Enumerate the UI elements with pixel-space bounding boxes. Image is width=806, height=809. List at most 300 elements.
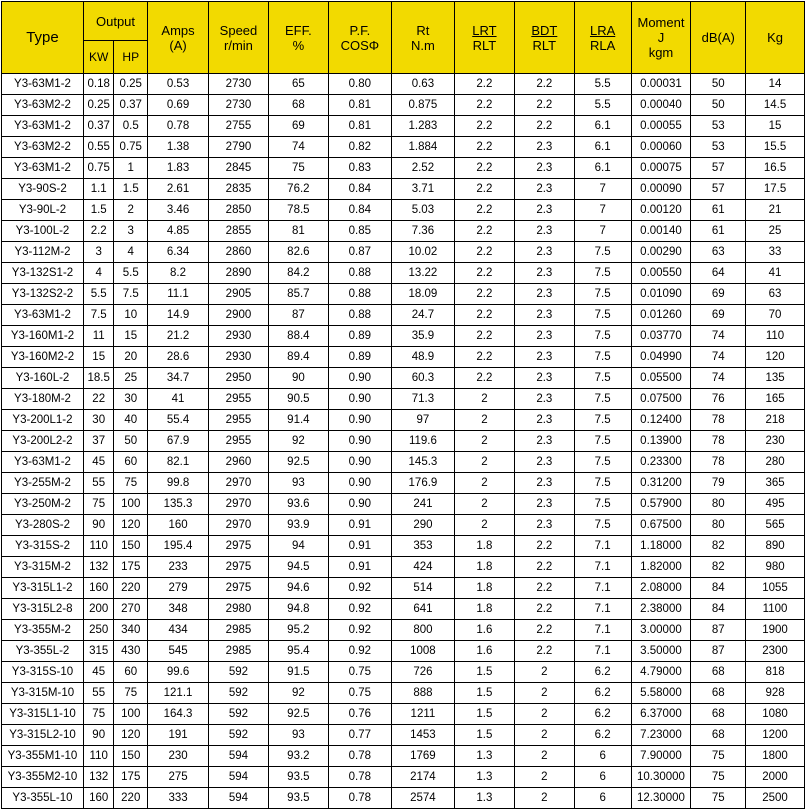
rt-header-line2: N.m bbox=[411, 37, 435, 53]
bdt-ratio-cell: 2.3 bbox=[514, 179, 574, 200]
kg-cell: 17.5 bbox=[746, 179, 805, 200]
type-cell: Y3-90L-2 bbox=[2, 200, 84, 221]
amps-cell: 0.78 bbox=[148, 116, 209, 137]
lra-ratio-cell: 7.5 bbox=[574, 347, 631, 368]
pf-cell: 0.88 bbox=[328, 284, 391, 305]
hp-cell: 340 bbox=[114, 620, 148, 641]
bdt-ratio-cell: 2 bbox=[514, 788, 574, 809]
table-row bbox=[2, 431, 805, 452]
eff-cell: 75 bbox=[268, 158, 328, 179]
eff-cell: 94.6 bbox=[268, 578, 328, 599]
amps-cell: 164.3 bbox=[148, 704, 209, 725]
type-cell: Y3-355L-10 bbox=[2, 788, 84, 809]
kg-cell: 1200 bbox=[746, 725, 805, 746]
lrt-header-line1: LRT bbox=[472, 22, 497, 38]
type-cell: Y3-315L1-10 bbox=[2, 704, 84, 725]
kw-cell: 45 bbox=[83, 452, 113, 473]
lrt-ratio-cell: 1.5 bbox=[454, 683, 514, 704]
hp-cell: 75 bbox=[114, 473, 148, 494]
pf-cell: 0.90 bbox=[328, 431, 391, 452]
lrt-ratio-cell: 2 bbox=[454, 473, 514, 494]
bdt-ratio-cell: 2.2 bbox=[514, 557, 574, 578]
db-cell: 61 bbox=[691, 221, 746, 242]
lrt-ratio-cell: 1.3 bbox=[454, 788, 514, 809]
speed-cell: 2970 bbox=[209, 515, 269, 536]
bdt-ratio-cell: 2.3 bbox=[514, 200, 574, 221]
hp-cell: 120 bbox=[114, 515, 148, 536]
bdt-ratio-cell: 2.3 bbox=[514, 284, 574, 305]
moment-cell: 0.04990 bbox=[631, 347, 691, 368]
kg-cell: 1900 bbox=[746, 620, 805, 641]
amps-cell: 6.34 bbox=[148, 242, 209, 263]
type-cell: Y3-63M2-2 bbox=[2, 95, 84, 116]
amps-cell: 55.4 bbox=[148, 410, 209, 431]
eff-cell: 65 bbox=[268, 74, 328, 95]
kg-cell: 15.5 bbox=[746, 137, 805, 158]
table-row bbox=[2, 767, 805, 788]
kg-cell: 818 bbox=[746, 662, 805, 683]
kw-cell: 5.5 bbox=[83, 284, 113, 305]
speed-cell: 592 bbox=[209, 683, 269, 704]
lrt-ratio-cell: 1.8 bbox=[454, 599, 514, 620]
lrt-header bbox=[454, 2, 514, 74]
speed-cell: 2790 bbox=[209, 137, 269, 158]
rt-cell: 888 bbox=[391, 683, 454, 704]
table-row bbox=[2, 473, 805, 494]
eff-cell: 93.2 bbox=[268, 746, 328, 767]
db-cell: 78 bbox=[691, 431, 746, 452]
kg-cell: 135 bbox=[746, 368, 805, 389]
bdt-ratio-cell: 2.2 bbox=[514, 74, 574, 95]
db-cell: 82 bbox=[691, 557, 746, 578]
lra-ratio-cell: 7.5 bbox=[574, 242, 631, 263]
speed-cell: 2980 bbox=[209, 599, 269, 620]
hp-cell: 60 bbox=[114, 452, 148, 473]
eff-cell: 85.7 bbox=[268, 284, 328, 305]
rt-cell: 35.9 bbox=[391, 326, 454, 347]
table-row bbox=[2, 242, 805, 263]
rt-cell: 10.02 bbox=[391, 242, 454, 263]
db-cell: 84 bbox=[691, 599, 746, 620]
db-cell: 74 bbox=[691, 326, 746, 347]
rt-cell: 1.884 bbox=[391, 137, 454, 158]
type-cell: Y3-100L-2 bbox=[2, 221, 84, 242]
kw-cell: 200 bbox=[83, 599, 113, 620]
moment-cell: 0.00075 bbox=[631, 158, 691, 179]
speed-cell: 2930 bbox=[209, 326, 269, 347]
table-row bbox=[2, 284, 805, 305]
lra-ratio-cell: 7.5 bbox=[574, 263, 631, 284]
db-cell: 64 bbox=[691, 263, 746, 284]
eff-cell: 94.8 bbox=[268, 599, 328, 620]
amps-cell: 195.4 bbox=[148, 536, 209, 557]
amps-cell: 21.2 bbox=[148, 326, 209, 347]
amps-cell: 0.53 bbox=[148, 74, 209, 95]
amps-cell: 1.83 bbox=[148, 158, 209, 179]
moment-header-line2: J bbox=[657, 30, 665, 45]
lrt-ratio-cell: 2.2 bbox=[454, 95, 514, 116]
pf-cell: 0.90 bbox=[328, 389, 391, 410]
rt-cell: 2174 bbox=[391, 767, 454, 788]
type-cell: Y3-250M-2 bbox=[2, 494, 84, 515]
db-cell: 75 bbox=[691, 746, 746, 767]
kg-cell: 980 bbox=[746, 557, 805, 578]
lra-ratio-cell: 6.2 bbox=[574, 704, 631, 725]
type-cell: Y3-63M1-2 bbox=[2, 452, 84, 473]
rt-cell: 7.36 bbox=[391, 221, 454, 242]
pf-cell: 0.90 bbox=[328, 473, 391, 494]
hp-cell: 1 bbox=[114, 158, 148, 179]
table-header bbox=[2, 2, 805, 74]
lra-ratio-cell: 6.1 bbox=[574, 116, 631, 137]
lrt-ratio-cell: 2 bbox=[454, 431, 514, 452]
speed-cell: 2730 bbox=[209, 74, 269, 95]
bdt-ratio-cell: 2.3 bbox=[514, 326, 574, 347]
amps-cell: 230 bbox=[148, 746, 209, 767]
rt-cell: 641 bbox=[391, 599, 454, 620]
amps-cell: 434 bbox=[148, 620, 209, 641]
moment-cell: 0.01260 bbox=[631, 305, 691, 326]
lra-ratio-cell: 6.2 bbox=[574, 683, 631, 704]
speed-cell: 2860 bbox=[209, 242, 269, 263]
pf-cell: 0.90 bbox=[328, 494, 391, 515]
pf-cell: 0.87 bbox=[328, 242, 391, 263]
type-cell: Y3-160M2-2 bbox=[2, 347, 84, 368]
moment-cell: 1.18000 bbox=[631, 536, 691, 557]
moment-cell: 0.00550 bbox=[631, 263, 691, 284]
eff-cell: 91.5 bbox=[268, 662, 328, 683]
table-row bbox=[2, 788, 805, 809]
db-cell: 78 bbox=[691, 452, 746, 473]
kw-cell: 2.2 bbox=[83, 221, 113, 242]
pf-cell: 0.90 bbox=[328, 452, 391, 473]
hp-cell: 0.5 bbox=[114, 116, 148, 137]
table-row bbox=[2, 620, 805, 641]
hp-cell: 430 bbox=[114, 641, 148, 662]
hp-cell: 0.37 bbox=[114, 95, 148, 116]
speed-cell: 2955 bbox=[209, 410, 269, 431]
bdt-ratio-cell: 2 bbox=[514, 662, 574, 683]
lra-ratio-cell: 7.5 bbox=[574, 368, 631, 389]
rt-cell: 119.6 bbox=[391, 431, 454, 452]
speed-header bbox=[209, 2, 269, 74]
lrt-ratio-cell: 2.2 bbox=[454, 305, 514, 326]
lra-ratio-cell: 5.5 bbox=[574, 95, 631, 116]
moment-cell: 0.00120 bbox=[631, 200, 691, 221]
speed-cell: 2730 bbox=[209, 95, 269, 116]
bdt-ratio-cell: 2.3 bbox=[514, 305, 574, 326]
kw-cell: 0.75 bbox=[83, 158, 113, 179]
rt-cell: 1.283 bbox=[391, 116, 454, 137]
amps-cell: 160 bbox=[148, 515, 209, 536]
amps-header-line2: (A) bbox=[169, 37, 187, 53]
type-cell: Y3-315M-2 bbox=[2, 557, 84, 578]
speed-header-line2: r/min bbox=[224, 37, 253, 53]
moment-cell: 0.00140 bbox=[631, 221, 691, 242]
moment-header-line3: kgm bbox=[648, 45, 674, 60]
kw-cell: 15 bbox=[83, 347, 113, 368]
eff-header-line1: EFF. bbox=[285, 22, 312, 38]
type-cell: Y3-315S-2 bbox=[2, 536, 84, 557]
bdt-ratio-cell: 2.3 bbox=[514, 389, 574, 410]
kg-header: Kg bbox=[746, 2, 805, 74]
kw-cell: 55 bbox=[83, 683, 113, 704]
speed-cell: 2970 bbox=[209, 473, 269, 494]
kw-cell: 1.1 bbox=[83, 179, 113, 200]
type-cell: Y3-132S1-2 bbox=[2, 263, 84, 284]
lrt-ratio-cell: 2.2 bbox=[454, 284, 514, 305]
rt-cell: 290 bbox=[391, 515, 454, 536]
db-cell: 68 bbox=[691, 725, 746, 746]
type-cell: Y3-355L-2 bbox=[2, 641, 84, 662]
type-cell: Y3-315M-10 bbox=[2, 683, 84, 704]
hp-cell: 60 bbox=[114, 662, 148, 683]
amps-header bbox=[148, 2, 209, 74]
table-row bbox=[2, 662, 805, 683]
eff-cell: 89.4 bbox=[268, 347, 328, 368]
table-row bbox=[2, 515, 805, 536]
lra-ratio-cell: 6.1 bbox=[574, 158, 631, 179]
amps-cell: 4.85 bbox=[148, 221, 209, 242]
type-cell: Y3-280S-2 bbox=[2, 515, 84, 536]
kw-cell: 0.25 bbox=[83, 95, 113, 116]
output-header: Output bbox=[83, 2, 147, 41]
rt-cell: 0.63 bbox=[391, 74, 454, 95]
pf-cell: 0.91 bbox=[328, 536, 391, 557]
kw-cell: 160 bbox=[83, 788, 113, 809]
type-cell: Y3-63M2-2 bbox=[2, 137, 84, 158]
db-cell: 82 bbox=[691, 536, 746, 557]
kw-cell: 1.5 bbox=[83, 200, 113, 221]
kg-cell: 218 bbox=[746, 410, 805, 431]
table-row bbox=[2, 410, 805, 431]
eff-cell: 91.4 bbox=[268, 410, 328, 431]
hp-cell: 10 bbox=[114, 305, 148, 326]
amps-cell: 67.9 bbox=[148, 431, 209, 452]
eff-cell: 74 bbox=[268, 137, 328, 158]
eff-cell: 69 bbox=[268, 116, 328, 137]
lrt-ratio-cell: 2.2 bbox=[454, 116, 514, 137]
table-row bbox=[2, 746, 805, 767]
pf-cell: 0.89 bbox=[328, 347, 391, 368]
speed-cell: 594 bbox=[209, 767, 269, 788]
kg-cell: 16.5 bbox=[746, 158, 805, 179]
table-row bbox=[2, 137, 805, 158]
lra-ratio-cell: 6 bbox=[574, 788, 631, 809]
speed-cell: 2975 bbox=[209, 536, 269, 557]
eff-cell: 81 bbox=[268, 221, 328, 242]
eff-cell: 90 bbox=[268, 368, 328, 389]
table-row bbox=[2, 263, 805, 284]
kg-cell: 63 bbox=[746, 284, 805, 305]
table-row bbox=[2, 725, 805, 746]
speed-cell: 2950 bbox=[209, 368, 269, 389]
moment-cell: 6.37000 bbox=[631, 704, 691, 725]
amps-header-line1: Amps bbox=[161, 22, 195, 38]
speed-cell: 2975 bbox=[209, 557, 269, 578]
bdt-header-line2: RLT bbox=[532, 37, 557, 53]
moment-cell: 4.79000 bbox=[631, 662, 691, 683]
bdt-header-line1: BDT bbox=[531, 22, 558, 38]
lra-ratio-cell: 7.1 bbox=[574, 641, 631, 662]
kg-cell: 365 bbox=[746, 473, 805, 494]
speed-cell: 2900 bbox=[209, 305, 269, 326]
pf-cell: 0.77 bbox=[328, 725, 391, 746]
bdt-ratio-cell: 2.2 bbox=[514, 620, 574, 641]
pf-cell: 0.89 bbox=[328, 326, 391, 347]
lra-ratio-cell: 6 bbox=[574, 746, 631, 767]
db-cell: 69 bbox=[691, 284, 746, 305]
speed-cell: 2960 bbox=[209, 452, 269, 473]
pf-cell: 0.78 bbox=[328, 767, 391, 788]
kg-cell: 890 bbox=[746, 536, 805, 557]
amps-cell: 135.3 bbox=[148, 494, 209, 515]
bdt-ratio-cell: 2.2 bbox=[514, 599, 574, 620]
hp-cell: 0.25 bbox=[114, 74, 148, 95]
db-cell: 79 bbox=[691, 473, 746, 494]
bdt-ratio-cell: 2.3 bbox=[514, 221, 574, 242]
bdt-ratio-cell: 2.3 bbox=[514, 263, 574, 284]
type-cell: Y3-200L1-2 bbox=[2, 410, 84, 431]
table-row bbox=[2, 683, 805, 704]
kg-cell: 21 bbox=[746, 200, 805, 221]
bdt-ratio-cell: 2.3 bbox=[514, 410, 574, 431]
eff-cell: 76.2 bbox=[268, 179, 328, 200]
db-cell: 75 bbox=[691, 767, 746, 788]
moment-cell: 0.05500 bbox=[631, 368, 691, 389]
amps-cell: 3.46 bbox=[148, 200, 209, 221]
db-cell: 75 bbox=[691, 788, 746, 809]
hp-cell: 220 bbox=[114, 788, 148, 809]
bdt-ratio-cell: 2 bbox=[514, 704, 574, 725]
eff-cell: 94 bbox=[268, 536, 328, 557]
lra-ratio-cell: 6.1 bbox=[574, 137, 631, 158]
lra-ratio-cell: 7.5 bbox=[574, 284, 631, 305]
amps-cell: 233 bbox=[148, 557, 209, 578]
hp-cell: 30 bbox=[114, 389, 148, 410]
lra-ratio-cell: 7.1 bbox=[574, 557, 631, 578]
lrt-ratio-cell: 2 bbox=[454, 410, 514, 431]
pf-cell: 0.88 bbox=[328, 263, 391, 284]
motor-spec-table bbox=[1, 1, 805, 809]
pf-header-line1: P.F. bbox=[349, 22, 371, 38]
pf-cell: 0.90 bbox=[328, 410, 391, 431]
rt-cell: 48.9 bbox=[391, 347, 454, 368]
hp-cell: 100 bbox=[114, 704, 148, 725]
moment-header bbox=[631, 2, 691, 74]
kw-cell: 30 bbox=[83, 410, 113, 431]
moment-cell: 1.82000 bbox=[631, 557, 691, 578]
bdt-ratio-cell: 2.3 bbox=[514, 473, 574, 494]
table-row bbox=[2, 326, 805, 347]
kw-cell: 90 bbox=[83, 725, 113, 746]
lra-ratio-cell: 7 bbox=[574, 200, 631, 221]
moment-cell: 3.00000 bbox=[631, 620, 691, 641]
header-row-top bbox=[2, 2, 805, 41]
rt-cell: 18.09 bbox=[391, 284, 454, 305]
rt-cell: 2574 bbox=[391, 788, 454, 809]
lrt-ratio-cell: 2.2 bbox=[454, 137, 514, 158]
db-cell: 53 bbox=[691, 137, 746, 158]
db-cell: 50 bbox=[691, 95, 746, 116]
bdt-ratio-cell: 2.2 bbox=[514, 116, 574, 137]
rt-cell: 726 bbox=[391, 662, 454, 683]
rt-header bbox=[391, 2, 454, 74]
pf-cell: 0.90 bbox=[328, 368, 391, 389]
type-cell: Y3-355M1-10 bbox=[2, 746, 84, 767]
table-row bbox=[2, 347, 805, 368]
db-cell: 53 bbox=[691, 116, 746, 137]
kg-cell: 565 bbox=[746, 515, 805, 536]
kw-cell: 45 bbox=[83, 662, 113, 683]
bdt-ratio-cell: 2 bbox=[514, 746, 574, 767]
speed-cell: 2850 bbox=[209, 200, 269, 221]
db-cell: 68 bbox=[691, 683, 746, 704]
moment-cell: 2.38000 bbox=[631, 599, 691, 620]
pf-cell: 0.91 bbox=[328, 557, 391, 578]
db-cell: 61 bbox=[691, 200, 746, 221]
eff-cell: 93 bbox=[268, 473, 328, 494]
hp-cell: 100 bbox=[114, 494, 148, 515]
pf-cell: 0.84 bbox=[328, 179, 391, 200]
kg-cell: 165 bbox=[746, 389, 805, 410]
speed-cell: 592 bbox=[209, 704, 269, 725]
kw-cell: 315 bbox=[83, 641, 113, 662]
bdt-ratio-cell: 2.3 bbox=[514, 431, 574, 452]
eff-cell: 92.5 bbox=[268, 704, 328, 725]
lra-ratio-cell: 7.5 bbox=[574, 326, 631, 347]
moment-cell: 0.23300 bbox=[631, 452, 691, 473]
rt-cell: 2.52 bbox=[391, 158, 454, 179]
lra-ratio-cell: 7.5 bbox=[574, 410, 631, 431]
moment-cell: 0.67500 bbox=[631, 515, 691, 536]
kg-cell: 70 bbox=[746, 305, 805, 326]
db-cell: 57 bbox=[691, 158, 746, 179]
pf-cell: 0.88 bbox=[328, 305, 391, 326]
lra-ratio-cell: 5.5 bbox=[574, 74, 631, 95]
moment-cell: 0.00060 bbox=[631, 137, 691, 158]
hp-cell: 15 bbox=[114, 326, 148, 347]
table-row bbox=[2, 221, 805, 242]
lra-ratio-cell: 7.5 bbox=[574, 515, 631, 536]
kg-cell: 120 bbox=[746, 347, 805, 368]
amps-cell: 191 bbox=[148, 725, 209, 746]
lrt-ratio-cell: 2.2 bbox=[454, 263, 514, 284]
lrt-ratio-cell: 2 bbox=[454, 452, 514, 473]
db-cell: 80 bbox=[691, 494, 746, 515]
lrt-ratio-cell: 2 bbox=[454, 494, 514, 515]
kw-header: KW bbox=[83, 41, 113, 74]
moment-cell: 0.00031 bbox=[631, 74, 691, 95]
hp-cell: 75 bbox=[114, 683, 148, 704]
lra-ratio-cell: 6.2 bbox=[574, 725, 631, 746]
amps-cell: 545 bbox=[148, 641, 209, 662]
db-cell: 68 bbox=[691, 704, 746, 725]
lrt-ratio-cell: 2.2 bbox=[454, 179, 514, 200]
eff-cell: 78.5 bbox=[268, 200, 328, 221]
hp-cell: 7.5 bbox=[114, 284, 148, 305]
lra-ratio-cell: 6.2 bbox=[574, 662, 631, 683]
kw-cell: 0.18 bbox=[83, 74, 113, 95]
kw-cell: 75 bbox=[83, 494, 113, 515]
eff-cell: 92.5 bbox=[268, 452, 328, 473]
table-row bbox=[2, 389, 805, 410]
db-cell: 74 bbox=[691, 368, 746, 389]
lrt-ratio-cell: 1.5 bbox=[454, 662, 514, 683]
bdt-ratio-cell: 2.2 bbox=[514, 536, 574, 557]
lra-ratio-cell: 7.5 bbox=[574, 473, 631, 494]
eff-cell: 93.5 bbox=[268, 788, 328, 809]
